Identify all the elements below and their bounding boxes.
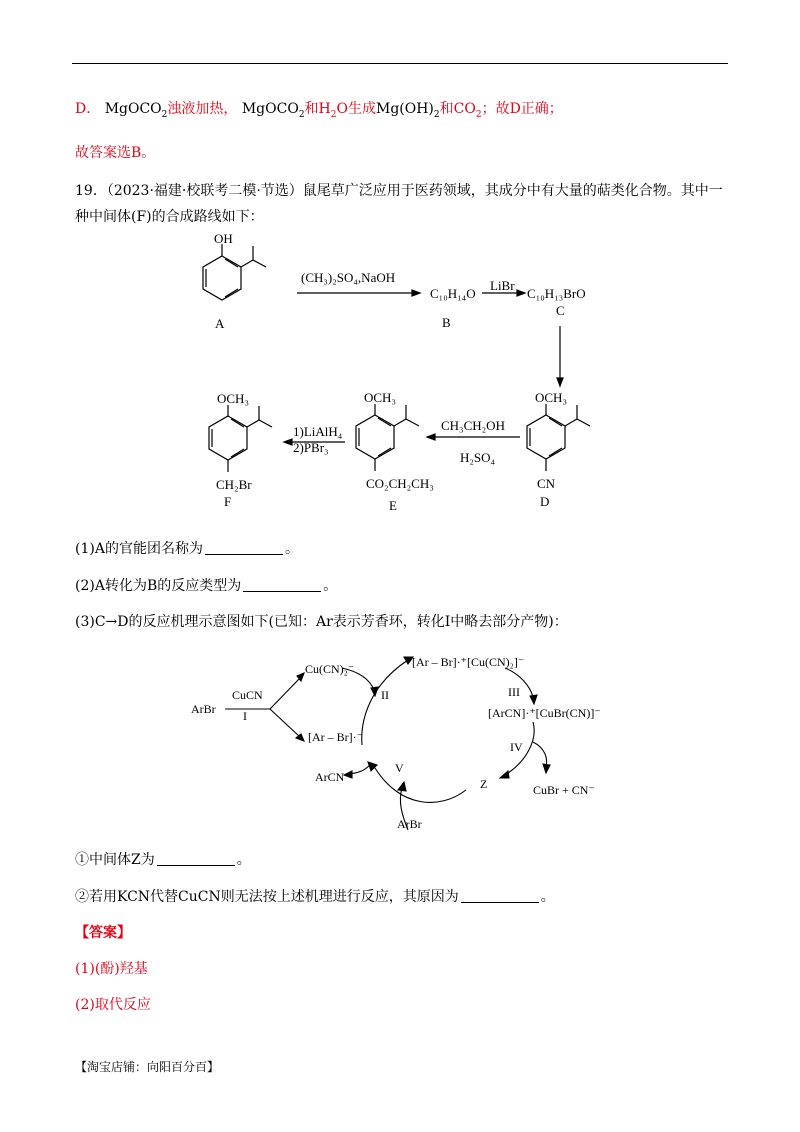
question-1: (1)A的官能团名称为 。	[75, 541, 299, 557]
answer-blank-3	[157, 851, 235, 866]
reagent-d-to-e-1: CH₃CH₂OH	[441, 418, 505, 433]
reagent-a-to-b: (CH₃)₂SO₄,NaOH	[301, 270, 396, 285]
mech-arbr-left: ArBr	[191, 702, 216, 716]
question-3: (3)C→D的反应机理示意图如下(已知：Ar表示芳香环，转化Ⅰ中略去部分产物)：	[75, 614, 568, 630]
answer-blank-4	[461, 888, 539, 903]
compound-b-formula: C₁₀H₁₄O	[430, 286, 476, 301]
answer-blank-2	[243, 577, 321, 592]
compound-d-ring	[527, 404, 590, 471]
question-line-1: 19．（2023·福建·校联考二模·节选）鼠尾草广泛应用于医药领域，其成分中有大量的萜类化合物。其中一	[75, 183, 723, 199]
question-3-2: ②若用KCN代替CuCN则无法按上述机理进行反应，其原因为 。	[75, 889, 555, 905]
answer-2: (2)取代反应	[75, 997, 151, 1013]
compound-a-oh: OH	[214, 231, 233, 246]
mech-z: Z	[480, 777, 488, 791]
compound-f-ring	[209, 405, 272, 472]
conclusion: 故答案选B。	[75, 145, 156, 161]
mech-step-1: I	[243, 709, 247, 723]
compound-d-cn: CN	[537, 476, 556, 491]
mech-cucn2: Cu(CN)₂⁻	[305, 662, 355, 676]
mech-step-3: III	[508, 685, 520, 699]
compound-a-ring	[203, 244, 266, 300]
mech-step-2: II	[381, 688, 389, 702]
mech-byproducts: CuBr + CN⁻	[533, 783, 595, 797]
reagent-d-to-e-2: H₂SO₄	[460, 450, 496, 465]
compound-e-ring	[356, 404, 419, 471]
compound-e-ome: OCH₃	[364, 390, 396, 405]
reagent-e-to-f-2: 2)PBr₃	[293, 440, 329, 455]
compound-b-label: B	[442, 315, 451, 330]
question-line-2: 种中间体(F)的合成路线如下：	[75, 209, 264, 225]
reagent-e-to-f-1: 1)LiAlH₄	[293, 424, 343, 439]
mech-arbr-bottom: ArBr	[397, 817, 422, 831]
mech-step-4: IV	[510, 740, 523, 754]
option-d-line: D． MgOCO$_2$浊液加热， MgOCO$_2$和$H_2O$生成$Mg(OH)_2$和$CO_2$；故D正确；	[75, 101, 563, 120]
compound-d-ome: OCH₃	[535, 390, 567, 405]
answer-blank-1	[205, 540, 283, 555]
mech-cucn: CuCN	[232, 688, 263, 702]
compound-a-label: A	[215, 316, 225, 331]
compound-e-label: E	[389, 498, 397, 513]
question-3-1: ①中间体Z为 。	[75, 852, 251, 868]
mech-arcn: ArCN	[315, 770, 345, 784]
compound-f-ome: OCH₃	[217, 391, 249, 406]
mech-complex-2: [ArCN]·⁺[CuBr(CN)]⁻	[488, 706, 601, 720]
answer-title: 【答案】	[75, 925, 131, 941]
compound-d-label: D	[540, 494, 550, 509]
mechanism-diagram	[225, 657, 550, 830]
compound-c-formula: C₁₀H₁₃BrO	[527, 286, 586, 301]
compound-c-label: C	[556, 303, 565, 318]
mech-complex-1: [Ar – Br]·⁺[Cu(CN)₂]⁻	[412, 655, 525, 669]
mech-step-5: V	[395, 761, 404, 775]
footer-shop-label: 【淘宝店铺：向阳百分百】	[75, 1060, 220, 1074]
reagent-b-to-c: LiBr	[490, 278, 515, 293]
compound-e-ester: CO₂CH₂CH₃	[366, 476, 434, 491]
question-2: (2)A转化为B的反应类型为 。	[75, 578, 338, 594]
answer-1: (1)(酚)羟基	[75, 961, 148, 977]
compound-f-label: F	[224, 494, 232, 509]
compound-f-ch2br: CH₂Br	[216, 477, 252, 492]
mech-arbr-radical: [Ar – Br]·⁻	[308, 730, 363, 744]
